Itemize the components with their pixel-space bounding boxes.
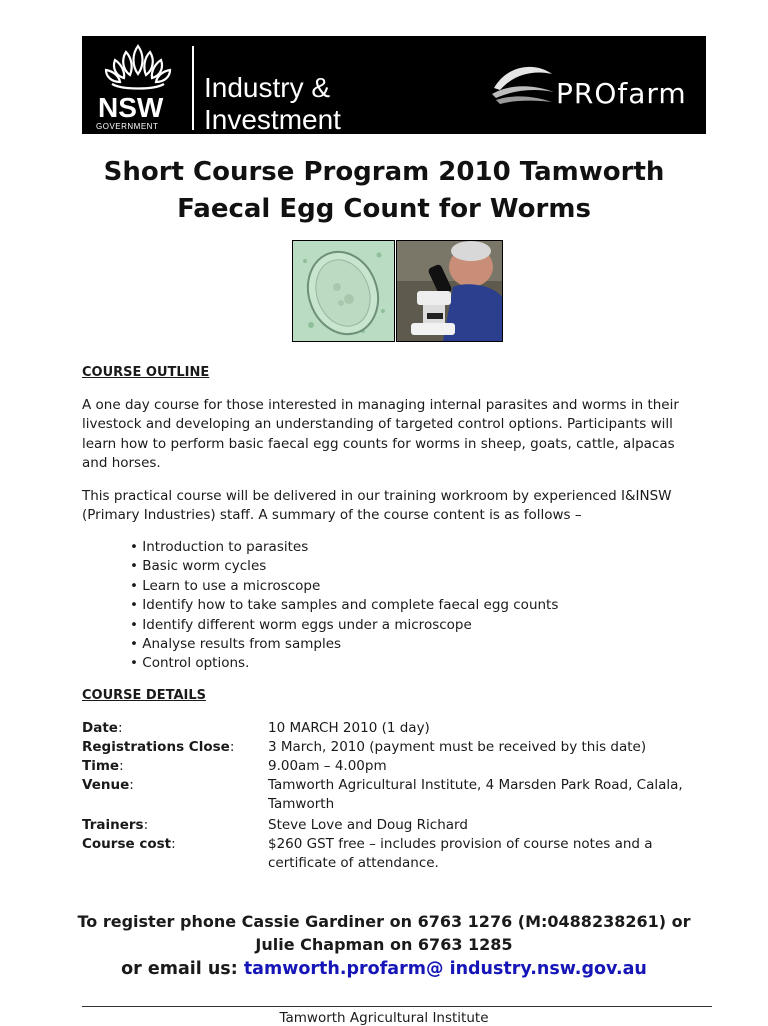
detail-label: Venue bbox=[82, 777, 130, 793]
list-item: • Identify different worm eggs under a microscope bbox=[130, 616, 558, 635]
microscope-photo bbox=[396, 240, 503, 342]
list-item: • Control options. bbox=[130, 654, 558, 673]
page-subtitle: Faecal Egg Count for Worms bbox=[177, 194, 591, 224]
department-name-line2: Investment bbox=[204, 104, 341, 135]
course-content-list bbox=[130, 538, 558, 674]
detail-value: 9.00am – 4.00pm bbox=[268, 758, 387, 774]
list-item: • Basic worm cycles bbox=[130, 557, 558, 576]
list-item: • Learn to use a microscope bbox=[130, 577, 558, 596]
course-details-heading: COURSE DETAILS bbox=[82, 688, 207, 703]
outline-paragraph-1: A one day course for those interested in managing internal parasites and worms in their livestock and developing an understanding of targeted control options. Participants will learn how to perform basic faecal egg counts for worms in sheep, goats, cattle, alpacas and horses. bbox=[82, 397, 679, 471]
email-link[interactable]: tamworth.profarm@ industry.nsw.gov.au bbox=[243, 959, 647, 979]
banner-divider bbox=[192, 46, 194, 130]
detail-label: Time bbox=[82, 758, 120, 774]
detail-value: $260 GST free – includes provision of course notes and a certificate of attendance. bbox=[268, 836, 653, 872]
email-prefix: or email us: bbox=[121, 959, 244, 979]
detail-label: Course cost bbox=[82, 836, 172, 852]
register-phone-line1: To register phone Cassie Gardiner on 6763 1276 (M:0488238261) or bbox=[77, 912, 691, 931]
list-item: • Identify how to take samples and complete faecal egg counts bbox=[130, 596, 558, 615]
register-email-line bbox=[0, 961, 768, 979]
government-label: GOVERNMENT bbox=[96, 122, 159, 131]
profarm-wordmark: PROfarm bbox=[556, 77, 687, 110]
detail-label: Trainers bbox=[82, 817, 144, 833]
detail-value: Tamworth Agricultural Institute, 4 Marsden Park Road, Calala, Tamworth bbox=[268, 777, 683, 813]
worm-egg-micrograph bbox=[292, 240, 395, 342]
header-banner bbox=[82, 36, 706, 134]
worm-egg-image-icon bbox=[293, 241, 394, 341]
page-title: Short Course Program 2010 Tamworth bbox=[103, 157, 665, 187]
detail-label: Date bbox=[82, 720, 118, 736]
list-item: • Analyse results from samples bbox=[130, 635, 558, 654]
outline-paragraph-2: This practical course will be delivered in our training workroom by experienced I&INSW (Primary Industries) staff. A summary of the course content is as follows – bbox=[82, 488, 672, 524]
detail-value: 3 March, 2010 (payment must be received by this date) bbox=[268, 739, 647, 755]
microscope-image-icon bbox=[397, 241, 502, 341]
list-item: • Introduction to parasites bbox=[130, 538, 558, 557]
course-outline-heading: COURSE OUTLINE bbox=[82, 365, 210, 380]
profarm-swoosh-icon bbox=[490, 58, 556, 110]
detail-label: Registrations Close bbox=[82, 739, 230, 755]
footer-divider bbox=[82, 1006, 712, 1007]
footer-text: Tamworth Agricultural Institute bbox=[279, 1010, 489, 1026]
detail-value: Steve Love and Doug Richard bbox=[268, 817, 468, 833]
department-name-line1: Industry & bbox=[204, 72, 331, 103]
nsw-wordmark: NSW bbox=[98, 92, 164, 123]
register-phone-line2: Julie Chapman on 6763 1285 bbox=[255, 935, 513, 954]
detail-value: 10 MARCH 2010 (1 day) bbox=[268, 720, 430, 736]
